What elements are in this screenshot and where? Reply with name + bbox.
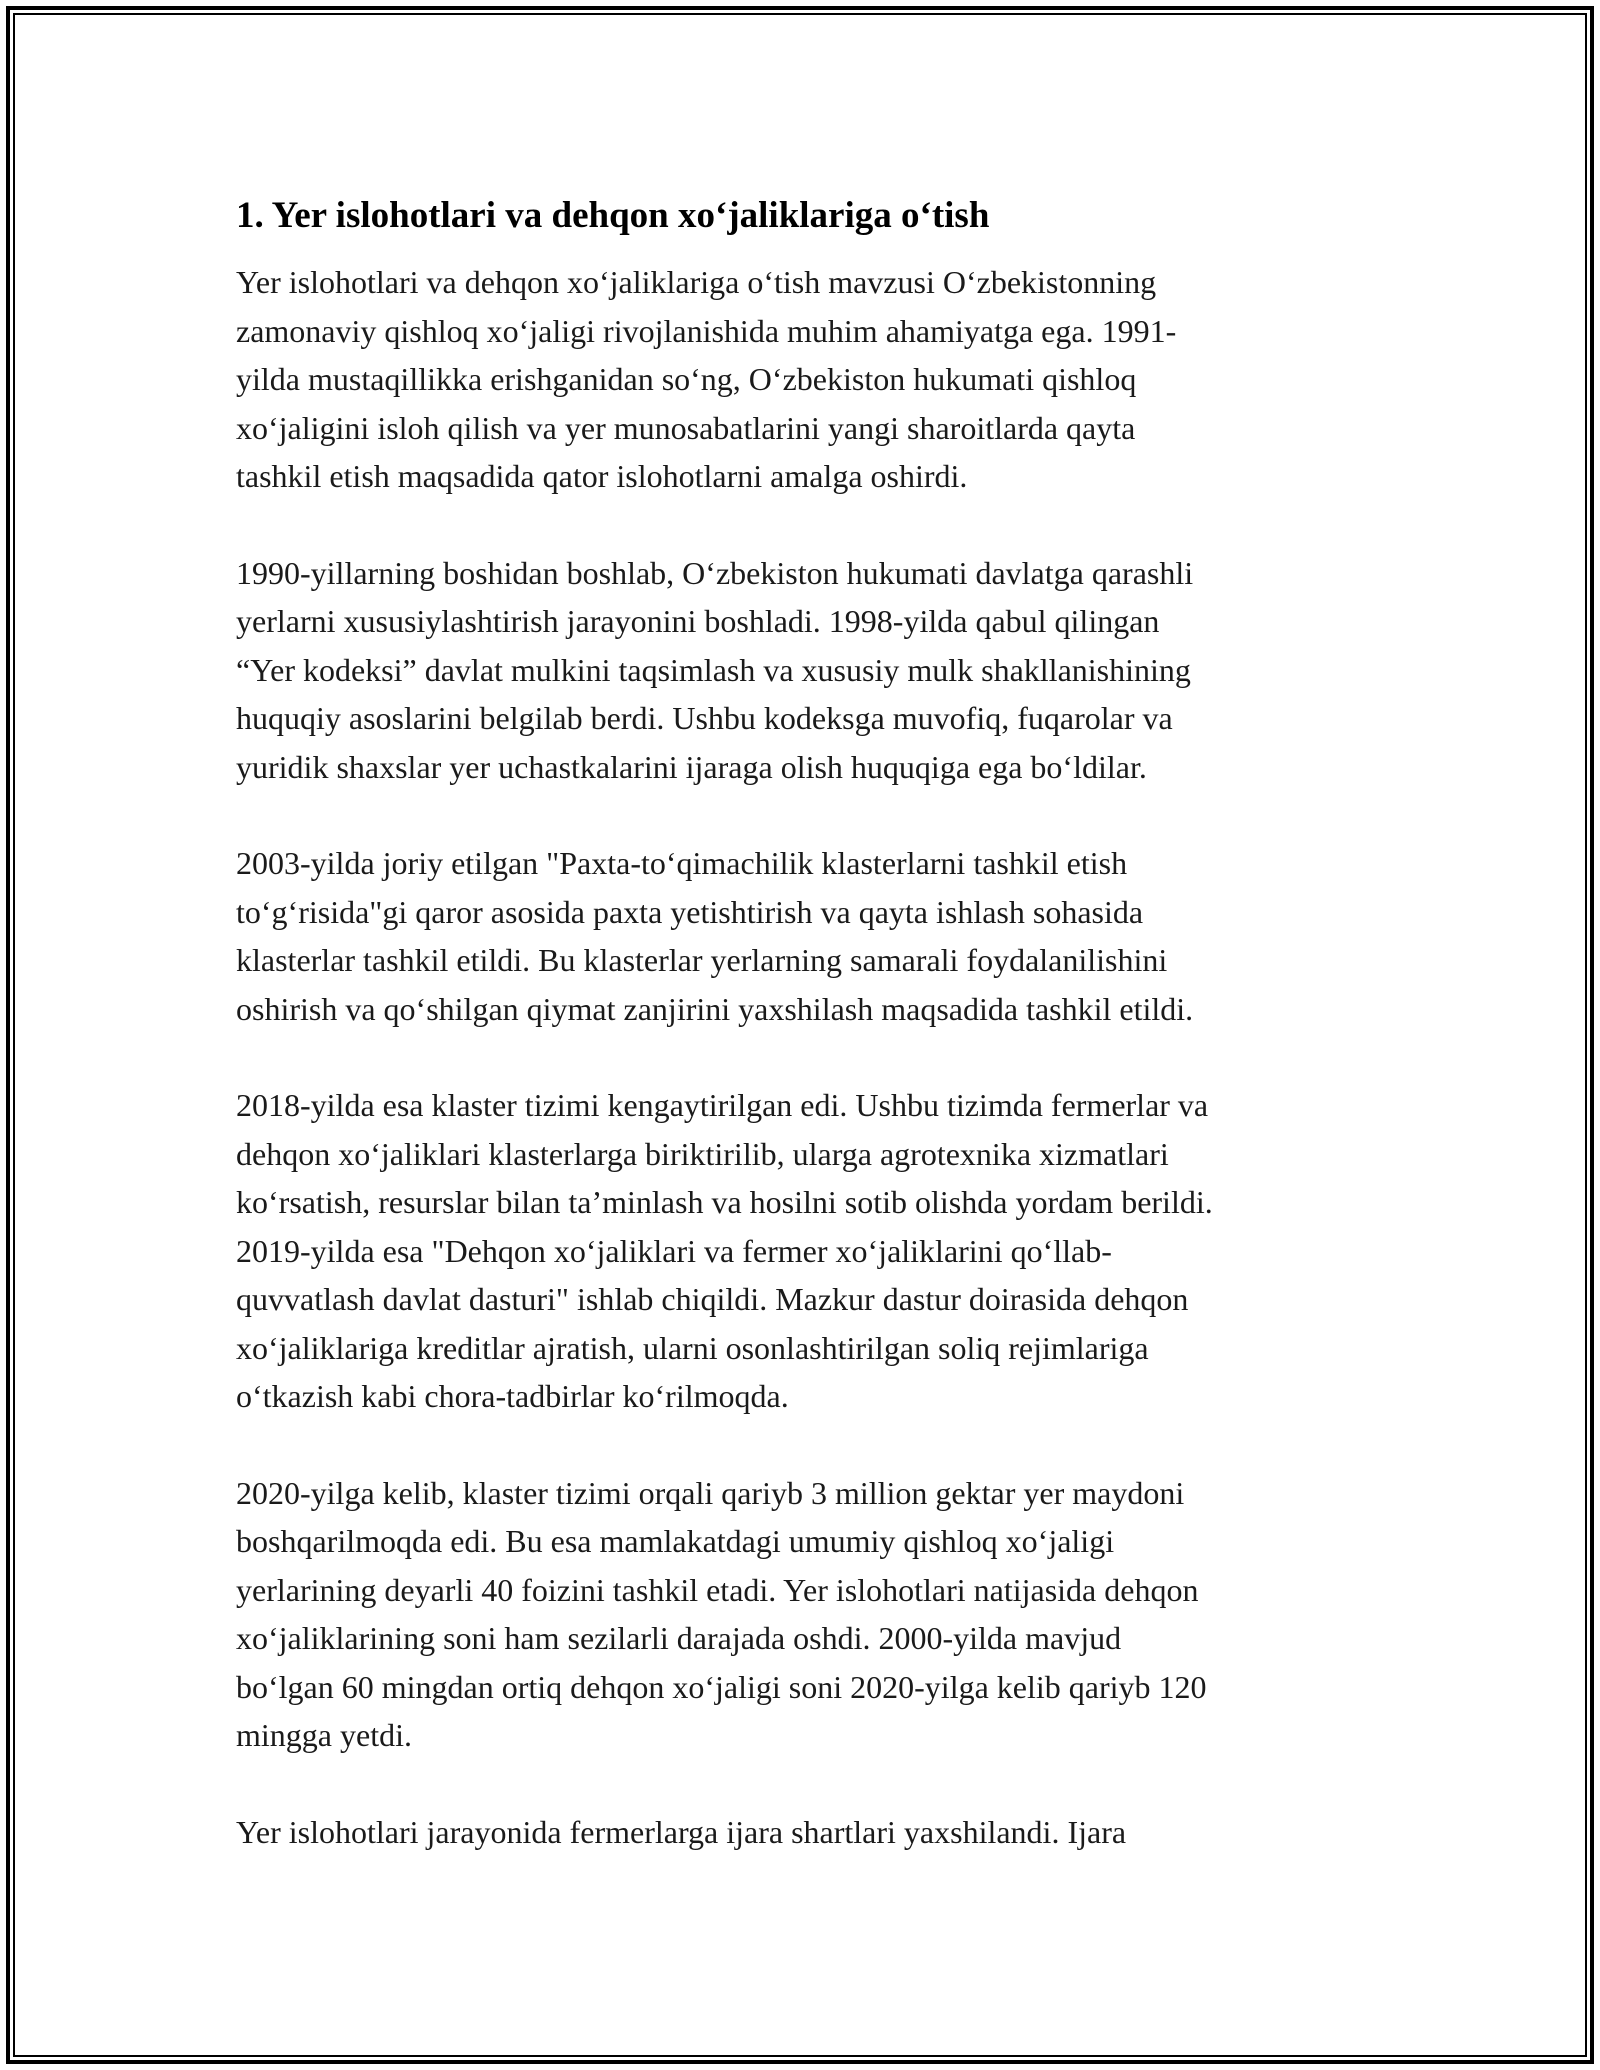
paragraph-1 (236, 258, 1366, 501)
text-line: xo‘jaliklarining soni ham sezilarli darajada oshdi. 2000-yilda mavjud (236, 1620, 1122, 1656)
section-heading: 1. Yer islohotlari va dehqon xo‘jaliklariga o‘tish (236, 195, 990, 236)
text-line: to‘g‘risida"gi qaror asosida paxta yetishtirish va qayta ishlash sohasida (236, 893, 1144, 930)
text-line: 2018-yilda esa klaster tizimi kengaytirilgan edi. Ushbu tizimda fermerlar va (236, 1087, 1209, 1123)
paragraph-2 (236, 549, 1366, 792)
text-line: yuridik shaxslar yer uchastkalarini ijaraga olish huquqiga ega bo‘ldilar. (236, 748, 1147, 785)
text-line: yilda mustaqillikka erishganidan so‘ng, O‘zbekiston hukumati qishloq (236, 361, 1137, 397)
text-line: o‘tkazish kabi chora-tadbirlar ko‘rilmoqda. (236, 1378, 789, 1414)
text-line: yerlarining deyarli 40 foizini tashkil etadi. Yer islohotlari natijasida dehqon (236, 1571, 1199, 1608)
text-line: Yer islohotlari va dehqon xo‘jaliklariga o‘tish mavzusi O‘zbekistonning (236, 264, 1157, 300)
text-line: huquqiy asoslarini belgilab berdi. Ushbu kodeksga muvofiq, fuqarolar va (236, 700, 1173, 736)
text-line: xo‘jaliklariga kreditlar ajratish, ularni osonlashtirilgan soliq rejimlariga (236, 1329, 1149, 1366)
text-line: yerlarni xususiylashtirish jarayonini boshladi. 1998-yilda qabul qilingan (236, 603, 1160, 639)
text-line: xo‘jaligini isloh qilish va yer munosabatlarini yangi sharoitlarda qayta (236, 409, 1136, 446)
document-page (236, 188, 1366, 1904)
text-line: 2020-yilga kelib, klaster tizimi orqali qariyb 3 million gektar yer maydoni (236, 1474, 1185, 1511)
text-line: boshqarilmoqda edi. Bu esa mamlakatdagi umumiy qishloq xo‘jaligi (236, 1523, 1115, 1559)
text-line: ko‘rsatish, resurslar bilan ta’minlash va hosilni sotib olishda yordam berildi. (236, 1184, 1213, 1220)
paragraph-4 (236, 1081, 1366, 1421)
text-line: quvvatlash davlat dasturi" ishlab chiqildi. Mazkur dastur doirasida dehqon (236, 1281, 1189, 1317)
paragraph-3 (236, 839, 1366, 1033)
text-line: mingga yetdi. (236, 1717, 412, 1753)
text-line: “Yer kodeksi” davlat mulkini taqsimlash va xususiy mulk shakllanishining (236, 651, 1191, 688)
paragraph-6 (236, 1808, 1366, 1857)
text-line: 2019-yilda esa "Dehqon xo‘jaliklari va fermer xo‘jaliklarini qo‘llab- (236, 1232, 1112, 1269)
text-line: 1990-yillarning boshidan boshlab, O‘zbekiston hukumati davlatga qarashli (236, 554, 1194, 591)
text-line: bo‘lgan 60 mingdan ortiq dehqon xo‘jaligi soni 2020-yilga kelib qariyb 120 (236, 1668, 1207, 1705)
text-line: tashkil etish maqsadida qator islohotlarni amalga oshirdi. (236, 458, 968, 494)
text-line: klasterlar tashkil etildi. Bu klasterlar yerlarning samarali foydalanilishini (236, 942, 1168, 978)
text-line: oshirish va qo‘shilgan qiymat zanjirini yaxshilash maqsadida tashkil etildi. (236, 990, 1194, 1027)
paragraph-5 (236, 1469, 1366, 1760)
text-line: dehqon xo‘jaliklari klasterlarga biriktirilib, ularga agrotexnika xizmatlari (236, 1135, 1169, 1172)
text-line: zamonaviy qishloq xo‘jaligi rivojlanishida muhim ahamiyatga ega. 1991- (236, 312, 1177, 349)
text-line: 2003-yilda joriy etilgan "Paxta-to‘qimachilik klasterlarni tashkil etish (236, 845, 1128, 881)
text-line: Yer islohotlari jarayonida fermerlarga ijara shartlari yaxshilandi. Ijara (236, 1813, 1127, 1850)
